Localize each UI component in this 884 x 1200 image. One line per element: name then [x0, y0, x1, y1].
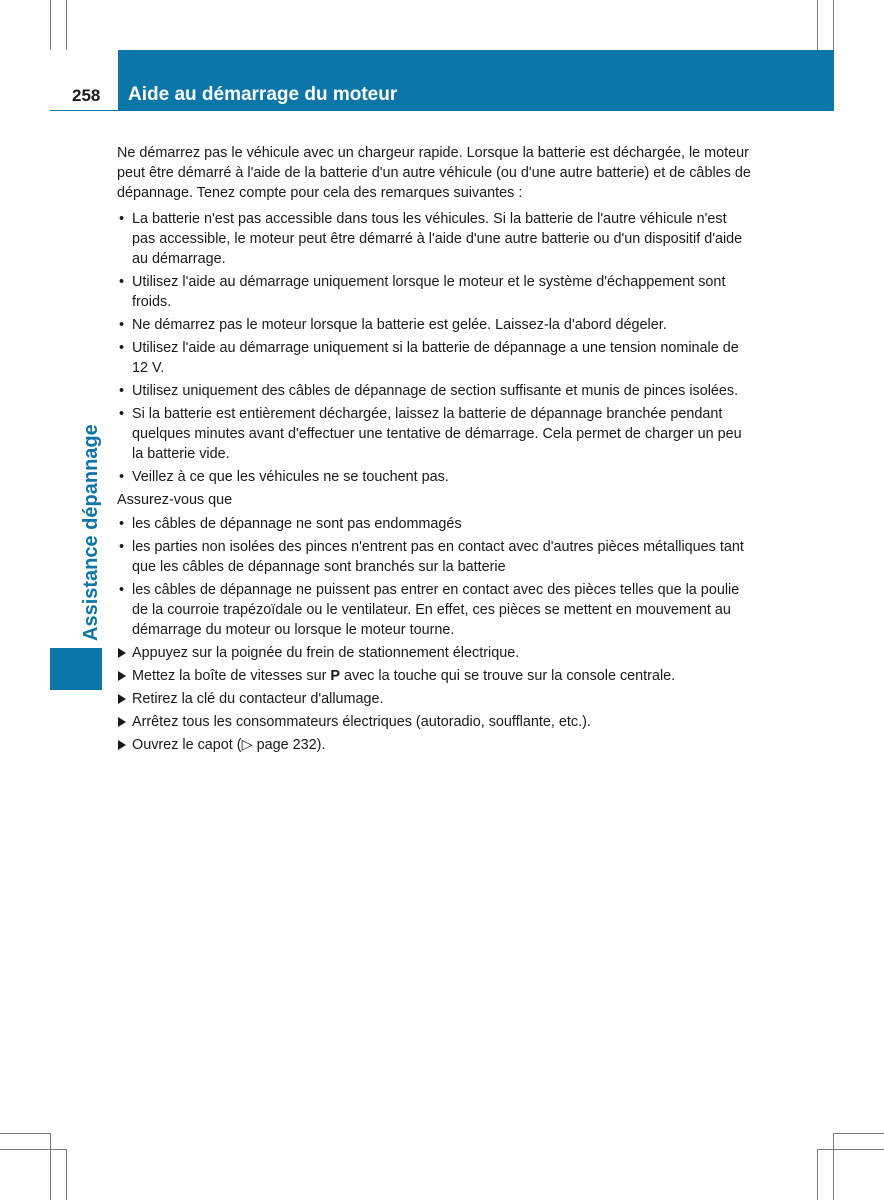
note-text: Utilisez uniquement des câbles de dépannage de section suffisante et munis de pinces isolées. [132, 383, 739, 399]
notes-list [117, 209, 753, 487]
list-item [117, 272, 753, 312]
step-text: avec la touche qui se trouve sur la console centrale. [339, 668, 676, 684]
page-number: 258 [72, 86, 101, 105]
bullet-icon: • [119, 274, 125, 290]
step-item [117, 735, 753, 755]
list-item [117, 514, 753, 534]
list-item [117, 338, 753, 378]
step-item [117, 712, 753, 732]
bullet-icon: • [119, 582, 125, 598]
header-divider [116, 50, 118, 111]
header-rule [50, 110, 834, 111]
step-text: Retirez la clé du contacteur d'allumage. [132, 691, 384, 707]
bullet-icon: • [119, 340, 125, 356]
note-text: Ne démarrez pas le moteur lorsque la batterie est gelée. Laissez-la d'abord dégeler. [132, 317, 667, 333]
page-title: Aide au démarrage du moteur [128, 84, 398, 105]
list-item [117, 580, 753, 640]
page-reference-link[interactable]: Ouvrez le capot (▷ page 232). [132, 737, 326, 753]
intro-paragraph: Ne démarrez pas le véhicule avec un chargeur rapide. Lorsque la batterie est déchargée, le moteur peut être démarré à l'aide de la batterie d'un autre véhicule (ou d'une autre batterie) et de câbles de dépannage. Tenez compte pour cela des remarques suivantes : [117, 145, 751, 201]
crop-mark [0, 1149, 66, 1150]
crop-mark [817, 1149, 818, 1200]
note-text: Utilisez l'aide au démarrage uniquement lorsque le moteur et le système d'échappement sont froids. [132, 274, 726, 310]
ensure-list [117, 514, 753, 640]
ensure-heading: Assurez-vous que [117, 492, 233, 508]
step-arrow-icon [118, 648, 126, 658]
ensure-text: les parties non isolées des pinces n'entrent pas en contact avec d'autres pièces métalliques tant que les câbles de dépannage sont branchés sur la batterie [132, 539, 744, 575]
step-arrow-icon [118, 671, 126, 681]
bullet-icon: • [119, 406, 125, 422]
list-item [117, 537, 753, 577]
ensure-text: les câbles de dépannage ne puissent pas entrer en contact avec des pièces telles que la poulie de la courroie trapézoïdale ou le ventilateur. En effet, ces pièces se mettent en mouvement au démarrage du moteur ou lorsque le moteur tourne. [132, 582, 740, 638]
list-item [117, 404, 753, 464]
side-tab-marker [50, 648, 102, 690]
bullet-icon: • [119, 211, 125, 227]
crop-mark [0, 1133, 50, 1134]
crop-mark [833, 1133, 834, 1200]
crop-mark [817, 1149, 884, 1150]
step-text: Appuyez sur la poignée du frein de stationnement électrique. [132, 645, 520, 661]
crop-mark [817, 0, 818, 50]
step-item [117, 643, 753, 663]
crop-mark [66, 1149, 67, 1200]
bullet-icon: • [119, 469, 125, 485]
step-arrow-icon [118, 694, 126, 704]
crop-mark [50, 1133, 51, 1200]
crop-mark [50, 0, 51, 50]
note-text: La batterie n'est pas accessible dans tous les véhicules. Si la batterie de l'autre véhicule n'est pas accessible, le moteur peut être démarré à l'aide d'une autre batterie ou d'un dispositif d'aide au démarrage. [132, 211, 743, 267]
step-arrow-icon [118, 717, 126, 727]
crop-mark [833, 0, 834, 50]
step-item [117, 689, 753, 709]
bullet-icon: • [119, 539, 125, 555]
list-item [117, 315, 753, 335]
note-text: Veillez à ce que les véhicules ne se touchent pas. [132, 469, 449, 485]
step-arrow-icon [118, 740, 126, 750]
bullet-icon: • [119, 516, 125, 532]
bullet-icon: • [119, 383, 125, 399]
list-item [117, 381, 753, 401]
step-text: Mettez la boîte de vitesses sur [132, 668, 331, 684]
ensure-text: les câbles de dépannage ne sont pas endommagés [132, 516, 462, 532]
side-tab-label: Assistance dépannage [80, 424, 102, 641]
crop-mark [833, 1133, 884, 1134]
step-text: Arrêtez tous les consommateurs électriques (autoradio, soufflante, etc.). [132, 714, 591, 730]
bullet-icon: • [119, 317, 125, 333]
list-item [117, 209, 753, 269]
steps-list [117, 643, 753, 755]
note-text: Utilisez l'aide au démarrage uniquement si la batterie de dépannage a une tension nominale de 12 V. [132, 340, 739, 376]
main-content [117, 143, 753, 758]
list-item [117, 467, 753, 487]
step-item [117, 666, 753, 686]
note-text: Si la batterie est entièrement déchargée, laissez la batterie de dépannage branchée pendant quelques minutes avant d'effectuer une tentative de démarrage. Cela permet de charger un peu la batterie vide. [132, 406, 742, 462]
crop-mark [66, 0, 67, 50]
gear-position-p: P [330, 668, 340, 684]
